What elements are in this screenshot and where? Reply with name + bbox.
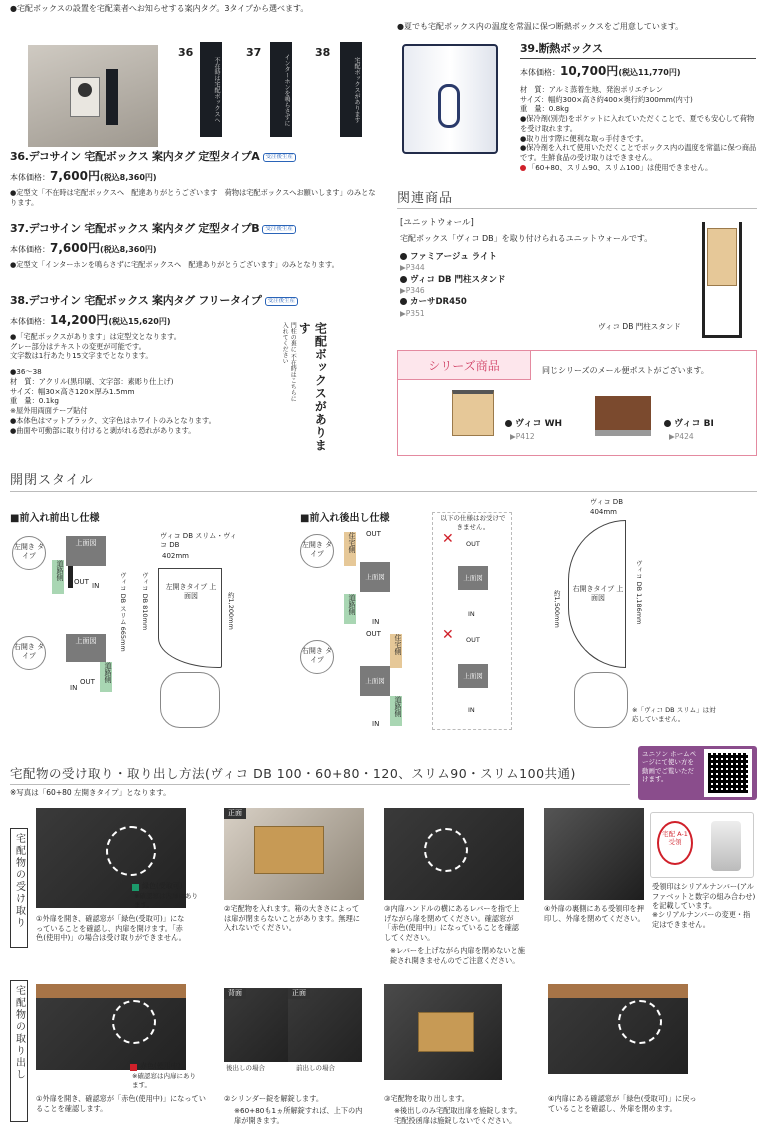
p37-title: 37.デコサイン 宅配ボックス 案内タグ 定型タイプB bbox=[10, 222, 260, 235]
front-spec-title: ■前入れ前出し仕様 bbox=[10, 513, 100, 524]
x-mark-1: ✕ bbox=[442, 531, 454, 547]
spec-weight: 重 量：0.1kg bbox=[10, 396, 59, 406]
p36-badge: 受注後生産 bbox=[263, 153, 297, 162]
intro-insulated: ●夏でも宅配ボックス内の温度を常温に保つ断熱ボックスをご用意しています。 bbox=[397, 22, 684, 31]
stamp-box bbox=[650, 812, 754, 878]
p36-title: 36.デコサイン 宅配ボックス 案内タグ 定型タイプA bbox=[10, 150, 260, 163]
tag-big-text: 宅配ボックスがあります bbox=[297, 322, 328, 452]
p36-tax: (税込8,360円) bbox=[99, 172, 157, 182]
receive-step-1: ①外扉を開き、確認窓が「緑色(受取可)」になっていることを確認し、内扉を開けます。「赤色(使用中)」の場合は受け取りができません。 bbox=[36, 914, 186, 943]
rear-left-topview: 上面図 bbox=[360, 562, 390, 592]
series-item-1[interactable]: ヴィコ WH bbox=[515, 419, 563, 429]
receive-photo-4 bbox=[544, 808, 644, 900]
front-right-out: OUT bbox=[80, 678, 95, 686]
receive-step-3: ③内扉ハンドルの横にあるレバーを指で上げながら扉を閉めてください。確認窓が「赤色(使用中)」になっていることを確認してください。 bbox=[384, 904, 520, 943]
front-right-road: 道路側 bbox=[100, 662, 112, 692]
left-open-top: 左開きタイプ 上面図 bbox=[165, 583, 217, 601]
intercom-plate bbox=[70, 77, 100, 117]
insulated-box-image bbox=[402, 44, 498, 154]
p37-price: 7,600円 bbox=[50, 240, 100, 255]
x-mark-2: ✕ bbox=[442, 627, 454, 643]
p36-desc: ●定型文「不在時は宅配ボックスへ 配達ありがとうございます 荷物は宅配ボックスへお願いします」のみとなります。 bbox=[10, 188, 376, 207]
na-out-1: OUT bbox=[466, 540, 480, 548]
related-desc: 宅配ボックス「ヴィコ DB」を取り付けられるユニットウォールです。 bbox=[400, 234, 653, 243]
rear-left-road: 道路側 bbox=[344, 594, 356, 624]
num-38: 38 bbox=[315, 46, 331, 59]
series-heading: シリーズ商品 bbox=[397, 350, 531, 380]
receive-photo-2 bbox=[224, 808, 364, 900]
takeout-label: 宅配物の取り出し bbox=[10, 980, 28, 1122]
p38-title: 38.デコサイン 宅配ボックス 案内タグ フリータイプ bbox=[10, 294, 262, 307]
p38-desc1: ●「宅配ボックスがあります」は定型文となります。 bbox=[10, 332, 181, 342]
front-right-topview: 上面図 bbox=[66, 634, 106, 662]
takeout-step-2-note: ※60+80も1ヵ所解錠すれば、上下の内扉が開きます。 bbox=[234, 1106, 363, 1125]
takeout-photo-3 bbox=[384, 984, 502, 1080]
takeout-step-3-note: ※後出しのみ宅配取出扉を施錠します。宅配投函扉は施錠しないでください。 bbox=[394, 1106, 522, 1125]
intro-tags: ●宅配ボックスの設置を宅配業者へお知らせする案内タグ。3タイプから選べます。 bbox=[10, 4, 309, 13]
receive-step-2: ②宅配物を入れます。箱の大きさによっては扉が閉まらないことがあります。無理に入れないでください。 bbox=[224, 904, 360, 933]
p36-price-label: 本体価格： bbox=[10, 172, 50, 182]
p36-price: 7,600円 bbox=[50, 168, 100, 183]
num-37: 37 bbox=[246, 46, 262, 59]
takeout-photo-2a bbox=[224, 988, 288, 1062]
rear-left-type: 左開き タイプ bbox=[300, 534, 334, 568]
num-36: 36 bbox=[178, 46, 194, 59]
related-heading: 関連商品 bbox=[397, 191, 454, 206]
dims-b-box bbox=[568, 520, 626, 668]
takeout-photo-2b bbox=[288, 988, 362, 1062]
takeout-step-2: ②シリンダー錠を解錠します。 bbox=[224, 1094, 324, 1103]
rear-right-topview: 上面図 bbox=[360, 666, 390, 696]
front-left-topview: 上面図 bbox=[66, 536, 106, 566]
front-tag-2: 正面 bbox=[288, 988, 310, 999]
p38-badge: 受注後生産 bbox=[265, 297, 299, 306]
p37-badge: 受注後生産 bbox=[262, 225, 296, 234]
rear-right-road: 道路側 bbox=[390, 696, 402, 726]
qr-text: ユニソン ホームページにて使い方を動画でご覧いただけます。 bbox=[642, 750, 697, 784]
rear-left-in: IN bbox=[372, 618, 380, 626]
red-swatch bbox=[130, 1064, 137, 1071]
bullet bbox=[664, 420, 671, 427]
p39-tax: (税込11,770円) bbox=[618, 67, 681, 77]
series-item-2[interactable]: ヴィコ BI bbox=[674, 419, 714, 429]
stamp-a: 宅配 A-1 受領 bbox=[657, 821, 693, 865]
front-left-in: IN bbox=[92, 582, 100, 590]
related-item-1[interactable]: ファミアージュ ライト bbox=[410, 252, 497, 262]
p39-spec-limit: 「60+80、スリム90、スリム100」は使用できません。 bbox=[528, 162, 713, 172]
rear-right-in: IN bbox=[372, 720, 380, 728]
series-page-1[interactable]: P412 bbox=[515, 432, 535, 441]
dims-b-width: 404mm bbox=[590, 508, 617, 516]
takeout-step-1: ①外扉を開き、確認窓が「赤色(使用中)」になっていることを確認します。 bbox=[36, 1094, 206, 1113]
dims-b-label: ヴィコ DB bbox=[590, 498, 623, 506]
related-sub: [ユニットウォール] bbox=[400, 218, 474, 228]
stamp-note-1: 受領印はシリアルナンバー(アルファベットと数字の組み合わせ)を記載しています。 bbox=[652, 882, 756, 911]
green-note: ※確認窓は内扉にあります。 bbox=[134, 892, 198, 909]
p39-price-label: 本体価格： bbox=[520, 67, 560, 77]
dims-b-h1: ヴィコ DB 1,186mm bbox=[634, 560, 643, 625]
front-tag-1: 正面 bbox=[224, 808, 246, 819]
front-right-type: 右開き タイプ bbox=[12, 636, 46, 670]
front-left-road: 道路側 bbox=[52, 560, 64, 594]
p39-spec-weight: 重 量：0.8kg bbox=[520, 104, 569, 114]
tag-small-text: 門柱の裏に 不在時はこちらに入れてください bbox=[281, 322, 297, 402]
na-topview-1: 上面図 bbox=[458, 566, 488, 590]
bullet bbox=[400, 253, 407, 260]
stand-image bbox=[702, 222, 742, 338]
bullet bbox=[400, 276, 407, 283]
p39-spec-cool: ●保冷剤(別売)をポケットに入れていただくことで、夏でも安心して荷物を受け取れます。 bbox=[520, 114, 755, 133]
related-page-1[interactable]: P344 bbox=[405, 263, 425, 273]
receive-photo-3 bbox=[384, 808, 524, 900]
right-open-top: 右開きタイプ 上面図 bbox=[572, 585, 624, 603]
red-dot bbox=[520, 165, 526, 171]
takeout-photo-4 bbox=[548, 984, 688, 1074]
na-topview-2: 上面図 bbox=[458, 664, 488, 688]
front-case: 前出しの場合 bbox=[296, 1064, 335, 1072]
sign-36: 不在時は宅配ボックスへ bbox=[200, 42, 222, 137]
dims-a-width: 402mm bbox=[162, 552, 189, 560]
spec-head: ●36〜38 bbox=[10, 367, 42, 377]
spec-tape: ※屋外用両面テープ貼付 bbox=[10, 406, 88, 416]
spec-material: 材 質：アクリル(黒印刷、文字部：素彫り仕上げ) bbox=[10, 376, 174, 386]
p39-spec-temp: ●保冷剤を入れて使用いただくことでボックス内の温度を常温に保つ商品です。生鮮食品の受け取りはできません。 bbox=[520, 143, 757, 163]
vico-wh-image bbox=[452, 390, 494, 436]
series-desc: 同じシリーズのメール便ポストがございます。 bbox=[542, 366, 709, 375]
takeout-step-3: ③宅配物を取り出します。 bbox=[384, 1094, 469, 1103]
dims-b-stand bbox=[574, 672, 628, 728]
p38-price-label: 本体価格： bbox=[10, 316, 50, 326]
red-note: ※確認窓は内扉にあります。 bbox=[132, 1072, 196, 1089]
sign-38: 宅配ボックスがあります bbox=[340, 42, 362, 137]
related-page-2[interactable]: P346 bbox=[405, 286, 425, 296]
p39-title: 39.断熱ボックス bbox=[520, 42, 603, 55]
howto-heading: 宅配物の受け取り・取り出し方法(ヴィコ DB 100・60+80・120、スリム90・スリム100共通) bbox=[10, 766, 576, 781]
rear-right-type: 右開き タイプ bbox=[300, 640, 334, 674]
bullet bbox=[400, 298, 407, 305]
qr-banner[interactable] bbox=[638, 746, 757, 800]
rear-right-house: 住宅側 bbox=[390, 634, 402, 668]
related-item-2[interactable]: ヴィコ DB 門柱スタンド bbox=[410, 274, 506, 285]
p38-price: 14,200円 bbox=[50, 312, 109, 327]
dims-b-note: ※「ヴィコ DB スリム」は対応していません。 bbox=[632, 706, 716, 723]
photo-note: ※写真は「60+80 左開きタイプ」となります。 bbox=[10, 788, 171, 797]
not-allowed-label: 以下の仕様はお受けできません。 bbox=[440, 514, 506, 531]
dims-a-h3: 約1,200mm bbox=[226, 592, 235, 630]
bullet bbox=[505, 420, 512, 427]
dims-b-h2: 約1,500mm bbox=[552, 590, 561, 628]
dims-a-h1: ヴィコ DB スリム 665mm bbox=[118, 572, 127, 652]
na-in-2: IN bbox=[468, 706, 475, 714]
front-left-out: OUT bbox=[74, 578, 89, 586]
dims-a-h2: ヴィコ DB 810mm bbox=[140, 572, 149, 631]
sign-37: インターホンを鳴らさずに bbox=[270, 42, 292, 137]
p39-spec-material: 材 質：アルミ蒸着生地、発泡ポリエチレン bbox=[520, 85, 663, 94]
takeout-photo-1 bbox=[36, 984, 186, 1070]
rear-case: 後出しの場合 bbox=[226, 1064, 265, 1072]
dims-a-stand bbox=[160, 672, 220, 728]
receive-step-3-note: ※レバーを上げながら内扉を閉めないと施錠され開きませんのでご注意ください。 bbox=[390, 946, 525, 965]
style-heading: 開閉スタイル bbox=[10, 473, 94, 488]
red-label: 赤色(使用中) bbox=[140, 1062, 181, 1070]
related-item-3[interactable]: カーサDR450 bbox=[410, 297, 467, 308]
p39-price: 10,700円 bbox=[560, 63, 619, 78]
dims-a-label: ヴィコ DB スリム・ヴィコ DB bbox=[160, 532, 237, 550]
p37-desc: ●定型文「インターホンを鳴らさずに宅配ボックスへ 配達ありがとうございます」のみとなります。 bbox=[10, 260, 339, 270]
p37-tax: (税込8,360円) bbox=[99, 244, 157, 254]
takeout-step-4: ④内扉にある確認窓が「緑色(受取可)」に戻っていることを確認し、外扉を閉めます。 bbox=[548, 1094, 697, 1113]
front-right-in: IN bbox=[70, 684, 78, 692]
rear-spec-title: ■前入れ後出し仕様 bbox=[300, 513, 390, 524]
p39-spec-size: サイズ：幅約300×高さ約400×奥行約300mm(内寸) bbox=[520, 94, 693, 104]
vico-bi-image bbox=[595, 396, 651, 436]
spec-color: ●本体色はマットブラック、文字色はホワイトのみとなります。 bbox=[10, 415, 216, 425]
rear-left-house: 住宅側 bbox=[344, 532, 356, 566]
series-page-2[interactable]: P424 bbox=[674, 432, 694, 441]
back-tag: 背面 bbox=[224, 988, 246, 999]
mini-sign bbox=[106, 69, 118, 125]
stand-caption: ヴィコ DB 門柱スタンド bbox=[598, 322, 681, 331]
dims-a-box bbox=[158, 568, 222, 668]
p37-price-label: 本体価格： bbox=[10, 244, 50, 254]
rear-left-out: OUT bbox=[366, 530, 381, 538]
green-swatch bbox=[132, 884, 139, 891]
na-in-1: IN bbox=[468, 610, 475, 618]
front-left-type: 左開き タイプ bbox=[12, 536, 46, 570]
receive-step-4: ④外扉の裏側にある受領印を押印し、外扉を閉めてください。 bbox=[544, 904, 645, 923]
spec-size: サイズ：幅30×高さ120×厚み1.5mm bbox=[10, 386, 135, 396]
p38-desc2: グレー部分はテキストの変更が可能です。 bbox=[10, 341, 146, 351]
green-label: 緑色(受取可) bbox=[142, 882, 183, 890]
rear-right-out: OUT bbox=[366, 630, 381, 638]
related-page-3[interactable]: P351 bbox=[405, 308, 425, 318]
na-out-2: OUT bbox=[466, 636, 480, 644]
intercom-photo bbox=[28, 45, 158, 147]
p38-desc3: 文字数は1行あたり15文字までとなります。 bbox=[10, 351, 153, 361]
receive-label: 宅配物の受け取り bbox=[10, 828, 28, 948]
stamp-note-2: ※シリアルナンバーの変更・指定はできません。 bbox=[652, 910, 751, 929]
p38-tax: (税込15,620円) bbox=[108, 316, 171, 326]
qr-code-icon[interactable] bbox=[704, 749, 752, 797]
spec-warning: ●曲面や可動部に取り付けると剥がれる恐れがあります。 bbox=[10, 425, 196, 435]
p39-spec-handle: ●取り出す際に便利な取っ手付きです。 bbox=[520, 133, 648, 143]
